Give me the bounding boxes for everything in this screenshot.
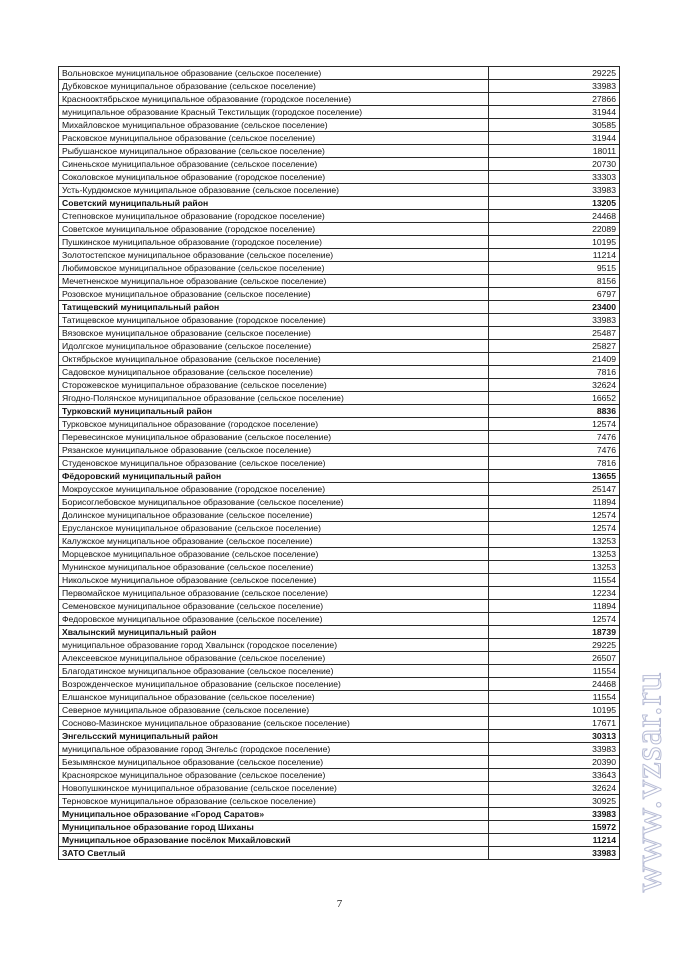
row-name-cell: Дубковское муниципальное образование (сельское поселение): [59, 80, 489, 93]
row-name-cell: Розовское муниципальное образование (сельское поселение): [59, 288, 489, 301]
row-value-cell: 12574: [489, 613, 620, 626]
table-row: [59, 483, 620, 496]
row-value-cell: 7816: [489, 457, 620, 470]
table-row-district: [59, 730, 620, 743]
row-value-cell: 12574: [489, 522, 620, 535]
row-name-cell: Октябрьское муниципальное образование (сельское поселение): [59, 353, 489, 366]
row-name-cell: Мунинское муниципальное образование (сельское поселение): [59, 561, 489, 574]
table-row-district: [59, 834, 620, 847]
row-name-cell: Мокроусское муниципальное образование (городское поселение): [59, 483, 489, 496]
row-value-cell: 11214: [489, 834, 620, 847]
row-value-cell: 30925: [489, 795, 620, 808]
row-name-cell: Садовское муниципальное образование (сельское поселение): [59, 366, 489, 379]
row-value-cell: 31944: [489, 132, 620, 145]
row-value-cell: 30585: [489, 119, 620, 132]
row-value-cell: 29225: [489, 67, 620, 80]
table-row: [59, 67, 620, 80]
row-name-cell: Советское муниципальное образование (городское поселение): [59, 223, 489, 236]
row-name-cell: Ерусланское муниципальное образование (сельское поселение): [59, 522, 489, 535]
row-name-cell: Муниципальное образование город Шиханы: [59, 821, 489, 834]
row-name-cell: Расковское муниципальное образование (сельское поселение): [59, 132, 489, 145]
row-value-cell: 11554: [489, 691, 620, 704]
row-value-cell: 18739: [489, 626, 620, 639]
row-value-cell: 13253: [489, 535, 620, 548]
table-row: [59, 249, 620, 262]
row-name-cell: Муниципальное образование «Город Саратов»: [59, 808, 489, 821]
row-value-cell: 27866: [489, 93, 620, 106]
row-value-cell: 13205: [489, 197, 620, 210]
row-value-cell: 8156: [489, 275, 620, 288]
row-value-cell: 29225: [489, 639, 620, 652]
row-name-cell: Вязовское муниципальное образование (сельское поселение): [59, 327, 489, 340]
row-value-cell: 9515: [489, 262, 620, 275]
row-name-cell: Перевесинское муниципальное образование (сельское поселение): [59, 431, 489, 444]
row-name-cell: Алексеевское муниципальное образование (сельское поселение): [59, 652, 489, 665]
row-name-cell: Краснооктябрьское муниципальное образование (городское поселение): [59, 93, 489, 106]
row-value-cell: 33303: [489, 171, 620, 184]
table-row: [59, 561, 620, 574]
table-row: [59, 444, 620, 457]
row-name-cell: Степновское муниципальное образование (городское поселение): [59, 210, 489, 223]
row-value-cell: 26507: [489, 652, 620, 665]
row-name-cell: Семеновское муниципальное образование (сельское поселение): [59, 600, 489, 613]
row-name-cell: Калужское муниципальное образование (сельское поселение): [59, 535, 489, 548]
row-name-cell: Турковское муниципальное образование (городское поселение): [59, 418, 489, 431]
row-value-cell: 25827: [489, 340, 620, 353]
row-value-cell: 11554: [489, 574, 620, 587]
table-row-district: [59, 821, 620, 834]
table-row: [59, 288, 620, 301]
row-name-cell: муниципальное образование город Энгельс (городское поселение): [59, 743, 489, 756]
row-value-cell: 25147: [489, 483, 620, 496]
table-row: [59, 106, 620, 119]
row-value-cell: 16652: [489, 392, 620, 405]
row-name-cell: Фёдоровский муниципальный район: [59, 470, 489, 483]
row-value-cell: 20390: [489, 756, 620, 769]
row-value-cell: 31944: [489, 106, 620, 119]
row-value-cell: 7816: [489, 366, 620, 379]
table-row: [59, 184, 620, 197]
row-value-cell: 6797: [489, 288, 620, 301]
table-row: [59, 782, 620, 795]
row-value-cell: 21409: [489, 353, 620, 366]
table-row: [59, 769, 620, 782]
row-value-cell: 24468: [489, 678, 620, 691]
row-value-cell: 33983: [489, 184, 620, 197]
row-value-cell: 17671: [489, 717, 620, 730]
table-row-district: [59, 405, 620, 418]
table-row: [59, 522, 620, 535]
table-row: [59, 93, 620, 106]
table-row: [59, 171, 620, 184]
row-name-cell: Соколовское муниципальное образование (городское поселение): [59, 171, 489, 184]
budget-table: [58, 66, 620, 860]
row-value-cell: 33643: [489, 769, 620, 782]
row-name-cell: Турковский муниципальный район: [59, 405, 489, 418]
table-row: [59, 275, 620, 288]
row-name-cell: Возрожденческое муниципальное образование (сельское поселение): [59, 678, 489, 691]
row-name-cell: Татищевский муниципальный район: [59, 301, 489, 314]
table-row: [59, 314, 620, 327]
row-name-cell: Синеньское муниципальное образование (сельское поселение): [59, 158, 489, 171]
row-value-cell: 33983: [489, 847, 620, 860]
row-value-cell: 7476: [489, 444, 620, 457]
table-row: [59, 717, 620, 730]
row-value-cell: 33983: [489, 743, 620, 756]
table-row-district: [59, 626, 620, 639]
row-name-cell: ЗАТО Светлый: [59, 847, 489, 860]
row-name-cell: Любимовское муниципальное образование (сельское поселение): [59, 262, 489, 275]
table-row: [59, 509, 620, 522]
table-row: [59, 418, 620, 431]
table-row: [59, 548, 620, 561]
row-name-cell: Советский муниципальный район: [59, 197, 489, 210]
table-body: [59, 67, 620, 860]
table-row: [59, 119, 620, 132]
row-name-cell: Первомайское муниципальное образование (сельское поселение): [59, 587, 489, 600]
row-value-cell: 11214: [489, 249, 620, 262]
row-name-cell: Никольское муниципальное образование (сельское поселение): [59, 574, 489, 587]
row-value-cell: 10195: [489, 704, 620, 717]
table-row: [59, 756, 620, 769]
row-value-cell: 12574: [489, 418, 620, 431]
page-number: 7: [336, 898, 343, 910]
table-row: [59, 236, 620, 249]
table-row: [59, 691, 620, 704]
row-name-cell: Ягодно-Полянское муниципальное образование (сельское поселение): [59, 392, 489, 405]
row-value-cell: 15972: [489, 821, 620, 834]
row-name-cell: муниципальное образование Красный Текстильщик (городское поселение): [59, 106, 489, 119]
row-name-cell: Энгельсский муниципальный район: [59, 730, 489, 743]
table-row: [59, 652, 620, 665]
row-name-cell: Муниципальное образование посёлок Михайловский: [59, 834, 489, 847]
row-value-cell: 24468: [489, 210, 620, 223]
row-name-cell: Терновское муниципальное образование (сельское поселение): [59, 795, 489, 808]
table-row: [59, 613, 620, 626]
row-name-cell: Идолгское муниципальное образование (сельское поселение): [59, 340, 489, 353]
table-row: [59, 145, 620, 158]
row-value-cell: 12574: [489, 509, 620, 522]
row-value-cell: 22089: [489, 223, 620, 236]
row-name-cell: Рязанское муниципальное образование (сельское поселение): [59, 444, 489, 457]
table-row: [59, 340, 620, 353]
row-name-cell: Федоровское муниципальное образование (сельское поселение): [59, 613, 489, 626]
row-value-cell: 13655: [489, 470, 620, 483]
table-row: [59, 353, 620, 366]
row-value-cell: 8836: [489, 405, 620, 418]
row-name-cell: муниципальное образование город Хвалынск (городское поселение): [59, 639, 489, 652]
table-row: [59, 457, 620, 470]
row-name-cell: Морцевское муниципальное образование (сельское поселение): [59, 548, 489, 561]
row-name-cell: Золотостепское муниципальное образование (сельское поселение): [59, 249, 489, 262]
row-value-cell: 33983: [489, 808, 620, 821]
row-name-cell: Долинское муниципальное образование (сельское поселение): [59, 509, 489, 522]
table-row: [59, 132, 620, 145]
row-value-cell: 32624: [489, 782, 620, 795]
table-row-district: [59, 197, 620, 210]
row-name-cell: Елшанское муниципальное образование (сельское поселение): [59, 691, 489, 704]
row-name-cell: Сосново-Мазинское муниципальное образование (сельское поселение): [59, 717, 489, 730]
row-name-cell: Усть-Курдюмское муниципальное образование (сельское поселение): [59, 184, 489, 197]
table-row: [59, 600, 620, 613]
row-name-cell: Рыбушанское муниципальное образование (сельское поселение): [59, 145, 489, 158]
table-row-district: [59, 847, 620, 860]
table-row: [59, 327, 620, 340]
table-row: [59, 210, 620, 223]
table-row: [59, 379, 620, 392]
row-value-cell: 33983: [489, 80, 620, 93]
table-row: [59, 431, 620, 444]
table-row: [59, 795, 620, 808]
table-row: [59, 262, 620, 275]
table-row: [59, 743, 620, 756]
table-row: [59, 665, 620, 678]
table-row-district: [59, 301, 620, 314]
row-name-cell: Татищевское муниципальное образование (городское поселение): [59, 314, 489, 327]
watermark: [626, 612, 670, 952]
row-value-cell: 23400: [489, 301, 620, 314]
row-value-cell: 25487: [489, 327, 620, 340]
table-row: [59, 366, 620, 379]
table-row: [59, 704, 620, 717]
table-row: [59, 535, 620, 548]
row-name-cell: Новопушкинское муниципальное образование (сельское поселение): [59, 782, 489, 795]
row-value-cell: 30313: [489, 730, 620, 743]
row-name-cell: Хвалынский муниципальный район: [59, 626, 489, 639]
table-row: [59, 80, 620, 93]
row-name-cell: Мечетненское муниципальное образование (сельское поселение): [59, 275, 489, 288]
row-value-cell: 33983: [489, 314, 620, 327]
row-name-cell: Северное муниципальное образование (сельское поселение): [59, 704, 489, 717]
table-row: [59, 574, 620, 587]
row-name-cell: Студеновское муниципальное образование (сельское поселение): [59, 457, 489, 470]
row-name-cell: Пушкинское муниципальное образование (городское поселение): [59, 236, 489, 249]
row-value-cell: 11894: [489, 600, 620, 613]
row-value-cell: 13253: [489, 548, 620, 561]
row-value-cell: 18011: [489, 145, 620, 158]
row-name-cell: Сторожевское муниципальное образование (сельское поселение): [59, 379, 489, 392]
table-row: [59, 392, 620, 405]
row-value-cell: 7476: [489, 431, 620, 444]
table-row-district: [59, 470, 620, 483]
row-value-cell: 13253: [489, 561, 620, 574]
row-name-cell: Вольновское муниципальное образование (сельское поселение): [59, 67, 489, 80]
table-row: [59, 587, 620, 600]
row-name-cell: Красноярское муниципальное образование (сельское поселение): [59, 769, 489, 782]
row-name-cell: Безымянское муниципальное образование (сельское поселение): [59, 756, 489, 769]
row-value-cell: 11554: [489, 665, 620, 678]
row-name-cell: Михайловское муниципальное образование (сельское поселение): [59, 119, 489, 132]
row-value-cell: 10195: [489, 236, 620, 249]
watermark-text: www.vzsar.ru: [627, 671, 669, 893]
table-row: [59, 223, 620, 236]
row-name-cell: Борисоглебовское муниципальное образование (сельское поселение): [59, 496, 489, 509]
table-row: [59, 496, 620, 509]
table-row-district: [59, 808, 620, 821]
table-row: [59, 678, 620, 691]
row-value-cell: 32624: [489, 379, 620, 392]
row-name-cell: Благодатинское муниципальное образование (сельское поселение): [59, 665, 489, 678]
table-row: [59, 639, 620, 652]
row-value-cell: 12234: [489, 587, 620, 600]
table-row: [59, 158, 620, 171]
row-value-cell: 11894: [489, 496, 620, 509]
row-value-cell: 20730: [489, 158, 620, 171]
